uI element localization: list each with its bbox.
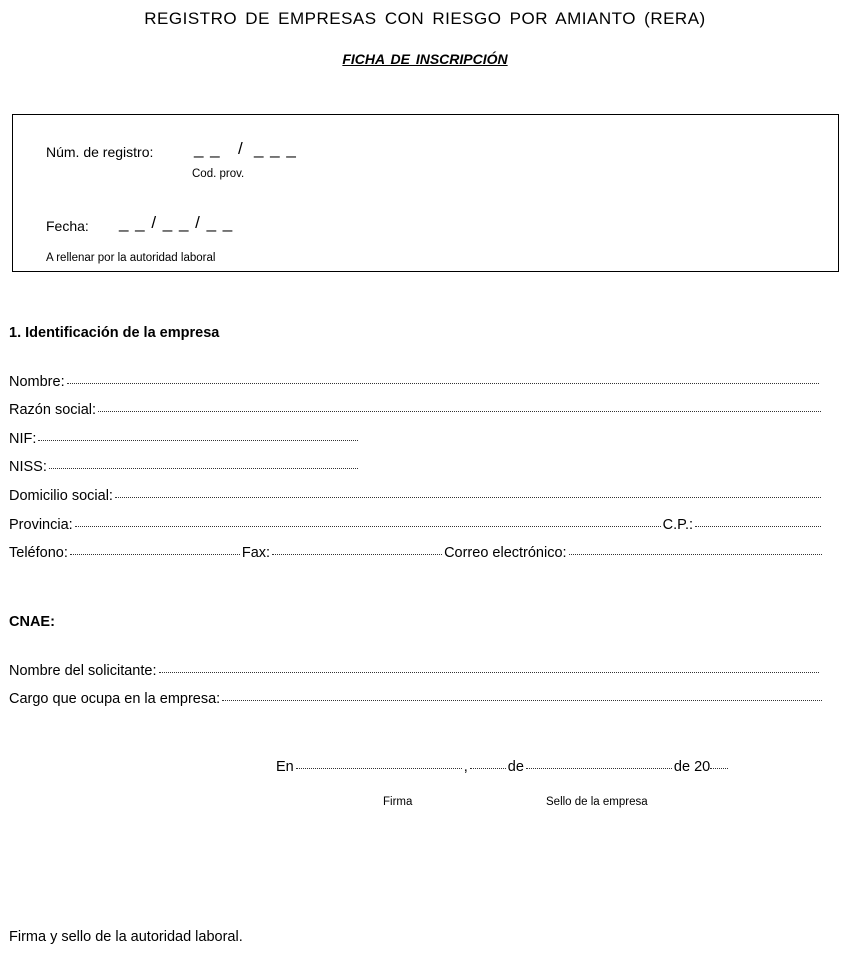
- phone-field[interactable]: [70, 553, 240, 555]
- nif-label: NIF:: [9, 431, 37, 447]
- form-subtitle: FICHA DE INSCRIPCIÓN: [342, 51, 508, 67]
- fax-field[interactable]: [272, 553, 442, 555]
- province-field[interactable]: [75, 525, 661, 527]
- niss-row: [9, 459, 360, 475]
- business-name-field[interactable]: [98, 410, 821, 412]
- registry-number-label: Núm. de registro:: [46, 144, 154, 160]
- cnae-heading: CNAE:: [9, 614, 55, 630]
- nif-field[interactable]: [38, 439, 358, 441]
- province-code-caption: Cod. prov.: [192, 168, 245, 180]
- company-name-row: [9, 374, 821, 390]
- applicant-name-label: Nombre del solicitante:: [9, 663, 157, 679]
- fax-label: Fax:: [241, 545, 271, 561]
- place-date-row: [276, 759, 756, 775]
- business-name-row: [9, 402, 823, 418]
- authority-signature-label: Firma y sello de la autoridad laboral.: [9, 929, 243, 945]
- province-label: Provincia:: [9, 517, 73, 533]
- niss-label: NISS:: [9, 459, 47, 475]
- phone-label: Teléfono:: [9, 545, 68, 561]
- registry-box: [12, 114, 839, 272]
- address-row: [9, 488, 823, 504]
- province-row: [9, 517, 823, 533]
- contact-row: [9, 545, 824, 561]
- form-title: REGISTRO DE EMPRESAS CON RIESGO POR AMIANTO (RERA): [144, 9, 706, 28]
- nif-row: [9, 431, 360, 447]
- month-field[interactable]: [526, 767, 672, 769]
- authority-note: A rellenar por la autoridad laboral: [46, 252, 216, 264]
- applicant-name-field[interactable]: [159, 671, 820, 673]
- niss-field[interactable]: [49, 467, 358, 469]
- year-prefix-label: de 20: [673, 759, 711, 775]
- registry-number-slash: /: [238, 139, 244, 158]
- applicant-position-field[interactable]: [222, 699, 822, 701]
- company-name-label: Nombre:: [9, 374, 65, 390]
- applicant-name-row: [9, 663, 821, 679]
- date-field[interactable]: _ _ / _ _ / _ _: [119, 213, 234, 232]
- email-label: Correo electrónico:: [444, 545, 567, 561]
- place-field[interactable]: [296, 767, 462, 769]
- company-name-field[interactable]: [67, 382, 819, 384]
- applicant-position-label: Cargo que ocupa en la empresa:: [9, 691, 221, 707]
- year-field[interactable]: [710, 767, 728, 769]
- business-name-label: Razón social:: [9, 402, 97, 418]
- postal-code-field[interactable]: [695, 525, 821, 527]
- section-identification-heading: 1. Identificación de la empresa: [9, 325, 220, 341]
- place-comma: ,: [463, 759, 468, 775]
- day-field[interactable]: [470, 767, 506, 769]
- email-field[interactable]: [569, 553, 822, 555]
- registry-sequence-field[interactable]: _ _ _: [254, 139, 297, 158]
- address-field[interactable]: [115, 496, 821, 498]
- company-seal-caption: Sello de la empresa: [546, 796, 648, 808]
- address-label: Domicilio social:: [9, 488, 113, 504]
- postal-code-label: C.P.:: [662, 517, 693, 533]
- province-code-field[interactable]: _ _: [194, 139, 221, 158]
- month-prefix-label: de: [507, 759, 524, 775]
- signature-caption: Firma: [383, 796, 413, 808]
- applicant-position-row: [9, 691, 824, 707]
- date-label: Fecha:: [46, 218, 89, 234]
- place-label: En: [276, 759, 294, 775]
